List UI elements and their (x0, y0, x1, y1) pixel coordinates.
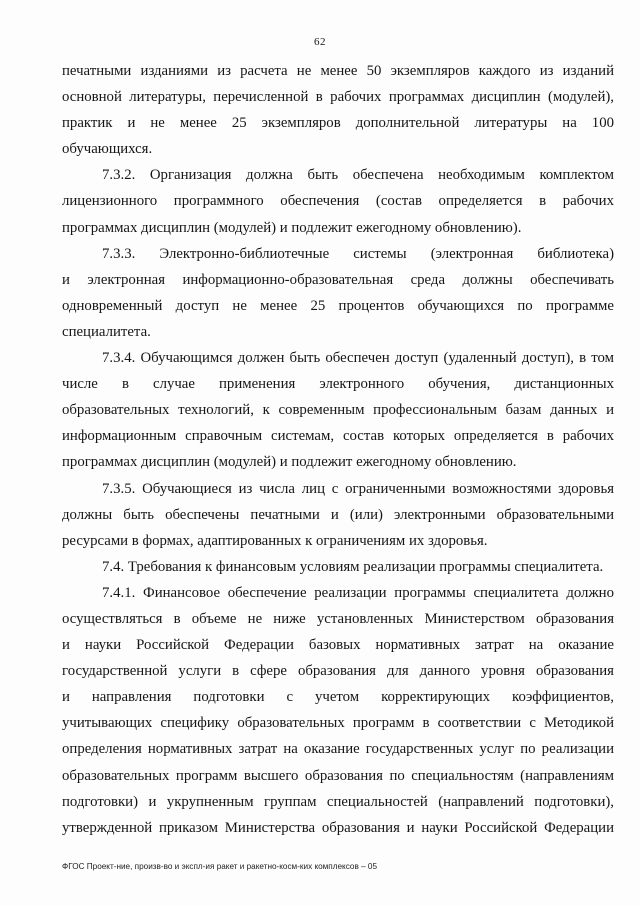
text-line: одновременный доступ не менее 25 процентов обучающихся по программе (62, 297, 614, 314)
text-line: специалитета. (62, 323, 151, 340)
text-line: лицензионного программного обеспечения (состав определяется в рабочих (62, 193, 614, 210)
text-line: государственной услуги в сфере образования для данного уровня образования (62, 663, 614, 680)
text-line: информационным справочным системам, состав которых определяется в рабочих (62, 428, 614, 445)
paragraph-7-3-3-line: 7.3.3. Электронно-библиотечные системы (электронная библиотека) (102, 245, 614, 262)
text-line: определения нормативных затрат на оказание государственных услуг по реализации (62, 741, 614, 758)
body-text (62, 58, 614, 841)
text-line: подготовки) и укрупненным группам специальностей (направлений подготовки), (62, 793, 614, 810)
text-line: основной литературы, перечисленной в рабочих программах дисциплин (модулей), (62, 89, 614, 106)
page-footer: ФГОС Проект-ние, произв-во и экспл-ия ракет и ракетно-косм-ких комплексов – 05 (62, 862, 378, 871)
text-line: утвержденной приказом Министерства образования и науки Российской Федерации (62, 819, 614, 836)
text-line: ресурсами в формах, адаптированных к ограничениям их здоровья. (62, 532, 488, 549)
section-7-4-heading: 7.4. Требования к финансовым условиям реализации программы специалитета. (102, 558, 604, 575)
text-line: учитывающих специфику образовательных программ в соответствии с Методикой (62, 715, 614, 732)
text-line: печатными изданиями из расчета не менее 50 экземпляров каждого из изданий (62, 63, 614, 79)
text-line: обучающихся. (62, 141, 153, 158)
paragraph-7-3-5-line: 7.3.5. Обучающиеся из числа лиц с ограниченными возможностями здоровья (102, 480, 614, 497)
text-line: практик и не менее 25 экземпляров дополнительной литературы на 100 (62, 115, 614, 132)
page-number: 62 (314, 36, 326, 48)
text-line: числе в случае применения электронного обучения, дистанционных (62, 376, 614, 393)
text-line: и науки Российской Федерации базовых нормативных затрат на оказание (62, 637, 614, 654)
text-line: и электронная информационно-образовательная среда должны обеспечивать (62, 271, 614, 288)
text-line: и направления подготовки с учетом корректирующих коэффициентов, (62, 689, 614, 706)
paragraph-7-4-1-line: 7.4.1. Финансовое обеспечение реализации программы специалитета должно (102, 584, 614, 601)
text-line: осуществляться в объеме не ниже установленных Министерством образования (62, 610, 614, 627)
text-line: образовательных программ высшего образования по специальностям (направлениям (62, 767, 614, 784)
text-line: должны быть обеспечены печатными и (или) электронными образовательными (62, 506, 614, 523)
text-line: программах дисциплин (модулей) и подлежит ежегодному обновлению. (62, 454, 517, 471)
paragraph-7-3-4-line: 7.3.4. Обучающимся должен быть обеспечен доступ (удаленный доступ), в том (102, 350, 614, 367)
text-line: программах дисциплин (модулей) и подлежит ежегодному обновлению). (62, 219, 522, 236)
text-line: образовательных технологий, к современным профессиональным базам данных и (62, 402, 614, 419)
paragraph-7-3-2-line: 7.3.2. Организация должна быть обеспечена необходимым комплектом (102, 167, 614, 184)
